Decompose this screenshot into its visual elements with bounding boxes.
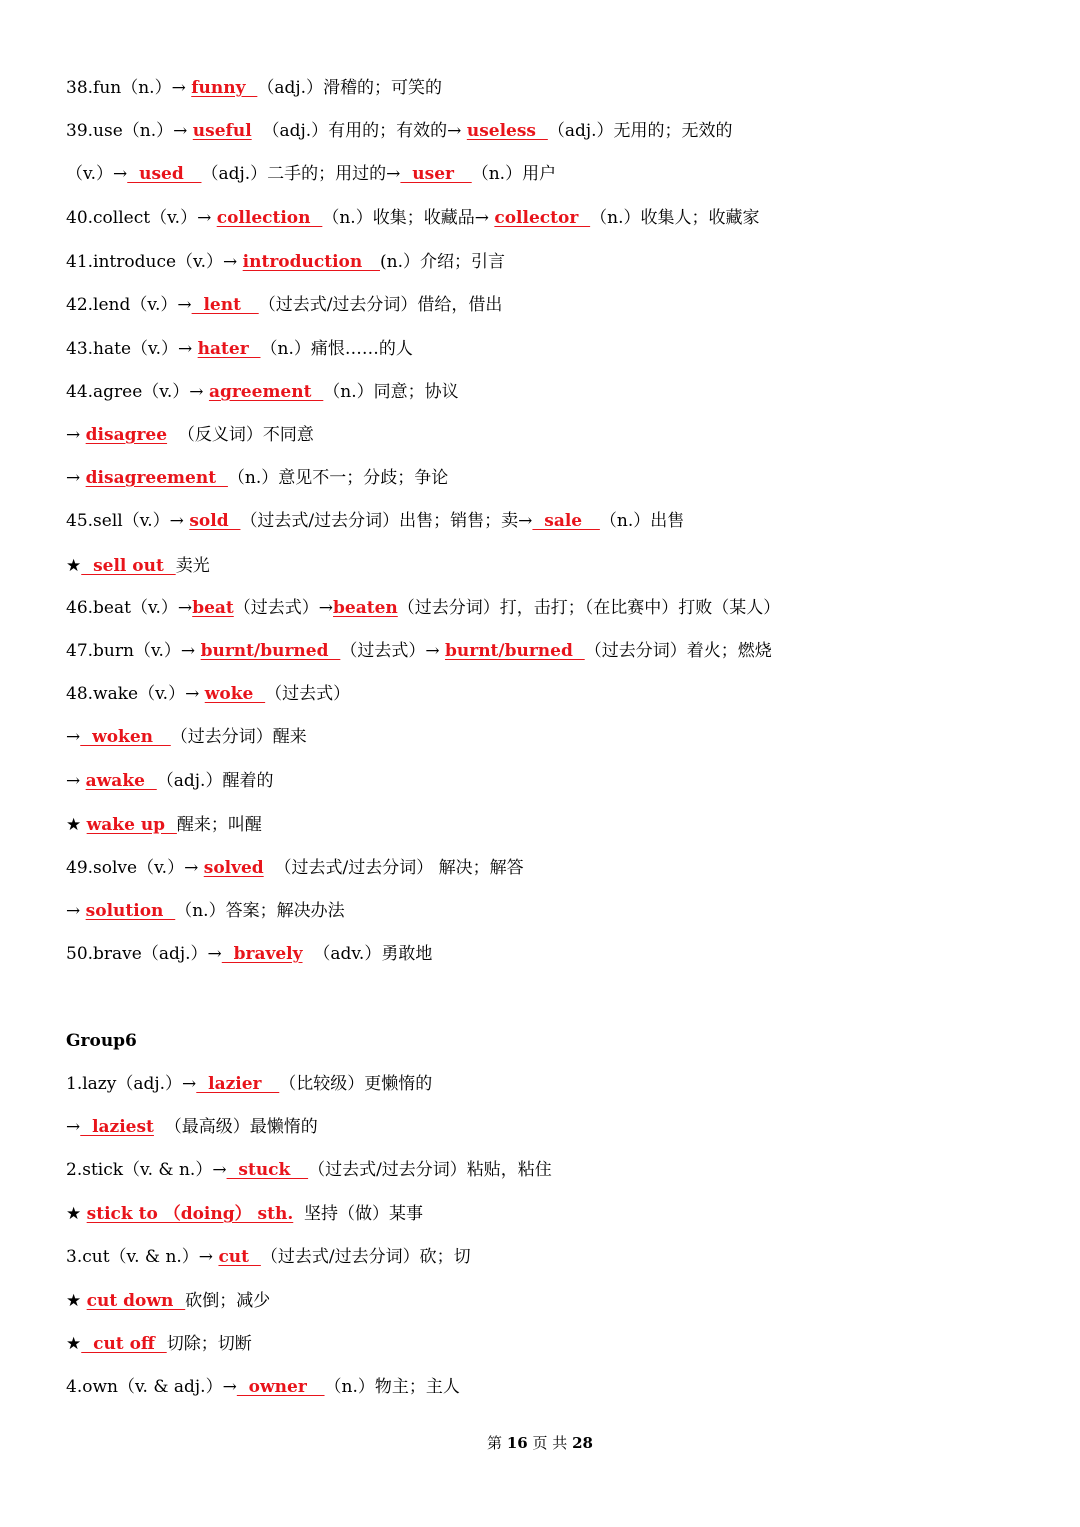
line-text: （过去式）→ — [233, 598, 334, 618]
answer-word: burnt/burned — [200, 641, 341, 661]
footer-total-pages: 28 — [572, 1434, 593, 1452]
answer-word: useful — [192, 121, 252, 141]
vocab-line — [66, 1072, 1020, 1096]
line-text: （比较级）更懒惰的 — [279, 1074, 433, 1094]
line-text: (n.）介绍；引言 — [380, 252, 505, 272]
vocab-line — [66, 1158, 1020, 1182]
line-text: 3.cut（v. & n.）→ — [66, 1247, 219, 1267]
line-text: （过去分词）着火；燃烧 — [584, 641, 772, 661]
line-text: （n.）用户 — [471, 164, 557, 184]
vocab-line — [66, 1202, 1020, 1226]
line-text: （过去式/过去分词）粘贴，粘住 — [308, 1160, 552, 1180]
line-text: （n.）答案；解决办法 — [175, 901, 345, 921]
line-text: → — [66, 901, 86, 921]
vocab-line — [66, 293, 1020, 317]
answer-word: awake — [85, 771, 157, 791]
vocab-line — [66, 1332, 1020, 1356]
vocab-line — [66, 596, 1020, 620]
answer-word: used — [127, 164, 202, 184]
line-text: 40.collect（v.）→ — [66, 208, 217, 228]
line-text: （adj.）有用的；有效的→ — [251, 121, 467, 141]
vocab-line — [66, 639, 1020, 663]
vocab-line — [66, 162, 1020, 186]
line-text: （adj.）醒着的 — [156, 771, 274, 791]
line-text: 39.use（n.）→ — [66, 121, 193, 141]
vocab-line — [66, 1115, 1020, 1139]
footer-middle: 页 共 — [532, 1434, 568, 1452]
line-text: 2.stick（v. & n.）→ — [66, 1160, 227, 1180]
vocab-line — [66, 466, 1020, 490]
vocab-line — [66, 206, 1020, 230]
answer-word: user — [400, 164, 472, 184]
line-text: 醒来；叫醒 — [176, 815, 262, 835]
answer-word: collector — [494, 208, 591, 228]
line-text: （过去式）→ — [340, 641, 445, 661]
line-text: （过去式/过去分词）出售；销售；卖→ — [240, 511, 533, 531]
line-text: （过去式/过去分词） 解决；解答 — [263, 858, 524, 878]
line-text: 41.introduce（v.）→ — [66, 252, 243, 272]
line-text: （反义词）不同意 — [167, 425, 314, 445]
vocab-line — [66, 856, 1020, 880]
line-text: （adj.）滑稽的；可笑的 — [257, 78, 443, 98]
answer-word: beaten — [333, 598, 398, 618]
line-text: 48.wake（v.）→ — [66, 684, 205, 704]
answer-word: sold — [189, 511, 241, 531]
answer-word: introduction — [242, 252, 380, 272]
line-text: → — [66, 771, 86, 791]
line-text: ★ — [66, 1291, 87, 1311]
answer-word: disagree — [85, 425, 168, 445]
line-text: → — [66, 1117, 81, 1137]
line-text: （n.）收集；收藏品→ — [322, 208, 495, 228]
vocab-line — [66, 119, 1020, 143]
line-text: 38.fun（n.）→ — [66, 78, 192, 98]
line-text: 4.own（v. & adj.）→ — [66, 1377, 237, 1397]
line-text: 46.beat（v.）→ — [66, 598, 193, 618]
answer-word: burnt/burned — [444, 641, 585, 661]
answer-word: cut — [218, 1247, 261, 1267]
answer-word: wake up — [86, 815, 177, 835]
line-text: 43.hate（v.）→ — [66, 339, 198, 359]
answer-word: hater — [197, 339, 261, 359]
line-text: 45.sell（v.）→ — [66, 511, 190, 531]
line-text: （过去式） — [265, 684, 351, 704]
line-text: 坚持（做）某事 — [293, 1204, 424, 1224]
line-text: （adj.）二手的；用过的→ — [201, 164, 401, 184]
vocab-line — [66, 1289, 1020, 1313]
section-heading — [66, 1029, 1020, 1053]
vocab-line — [66, 813, 1020, 837]
line-text: （adv.）勇敢地 — [302, 944, 433, 964]
answer-word: bravely — [221, 944, 303, 964]
vocab-line — [66, 509, 1020, 533]
line-text: → — [66, 727, 81, 747]
line-text: （n.）痛恨……的人 — [260, 339, 413, 359]
answer-word: sale — [532, 511, 600, 531]
line-text: （n.）同意；协议 — [323, 382, 459, 402]
line-text: （n.）出售 — [599, 511, 685, 531]
vocab-line — [66, 380, 1020, 404]
vocab-line — [66, 682, 1020, 706]
page-footer — [0, 1432, 1080, 1453]
vocab-line — [66, 725, 1020, 749]
line-text: （过去式/过去分词）砍；切 — [260, 1247, 471, 1267]
answer-word: lazier — [196, 1074, 280, 1094]
vocab-line — [66, 250, 1020, 274]
line-text: 1.lazy（adj.）→ — [66, 1074, 197, 1094]
line-text: 44.agree（v.）→ — [66, 382, 209, 402]
line-text: （n.）意见不一；分歧；争论 — [227, 468, 449, 488]
vocab-line — [66, 1375, 1020, 1399]
answer-word: stick to （doing） sth. — [86, 1204, 294, 1224]
answer-word: useless — [466, 121, 548, 141]
line-text: ★ — [66, 815, 87, 835]
line-text: （最高级）最懒惰的 — [153, 1117, 318, 1137]
line-text: ★ — [66, 556, 82, 576]
vocab-line — [66, 337, 1020, 361]
answer-word: funny — [191, 78, 258, 98]
answer-word: disagreement — [85, 468, 228, 488]
answer-word: solution — [85, 901, 176, 921]
footer-prefix: 第 — [487, 1434, 503, 1452]
line-text: （过去分词）打，击打；（在比赛中）打败（某人） — [397, 598, 781, 618]
line-text: Group6 — [66, 1031, 137, 1051]
answer-word: sell out — [81, 556, 176, 576]
answer-word: solved — [203, 858, 264, 878]
line-text: → — [66, 468, 86, 488]
vocab-line — [66, 1245, 1020, 1269]
answer-word: woken — [80, 727, 171, 747]
answer-word: woke — [204, 684, 266, 704]
vocab-line — [66, 423, 1020, 447]
line-text: （n.）物主；主人 — [324, 1377, 460, 1397]
vocab-line — [66, 899, 1020, 923]
answer-word: laziest — [80, 1117, 154, 1137]
line-text: 切除；切断 — [166, 1334, 252, 1354]
answer-word: stuck — [226, 1160, 309, 1180]
answer-word: lent — [191, 295, 259, 315]
line-text: 47.burn（v.）→ — [66, 641, 201, 661]
line-text: → — [66, 425, 86, 445]
vocab-line — [66, 942, 1020, 966]
answer-word: agreement — [208, 382, 324, 402]
line-text: 砍倒；减少 — [185, 1291, 271, 1311]
line-text: （过去式/过去分词）借给，借出 — [258, 295, 503, 315]
line-text: （v.）→ — [66, 164, 128, 184]
line-text: 49.solve（v.）→ — [66, 858, 204, 878]
line-text: 卖光 — [175, 556, 210, 576]
line-text: ★ — [66, 1334, 82, 1354]
line-text: （adj.）无用的；无效的 — [547, 121, 733, 141]
vocab-line — [66, 554, 1020, 578]
vocab-line — [66, 76, 1020, 100]
line-text: （n.）收集人；收藏家 — [590, 208, 760, 228]
line-text: 50.brave（adj.）→ — [66, 944, 222, 964]
answer-word: cut down — [86, 1291, 186, 1311]
answer-word: beat — [192, 598, 234, 618]
answer-word: cut off — [81, 1334, 167, 1354]
footer-page-number: 16 — [506, 1434, 528, 1452]
line-text: 42.lend（v.）→ — [66, 295, 192, 315]
answer-word: collection — [216, 208, 323, 228]
answer-word: owner — [236, 1377, 325, 1397]
line-text: （过去分词）醒来 — [170, 727, 307, 747]
vocab-line — [66, 769, 1020, 793]
line-text: ★ — [66, 1204, 87, 1224]
